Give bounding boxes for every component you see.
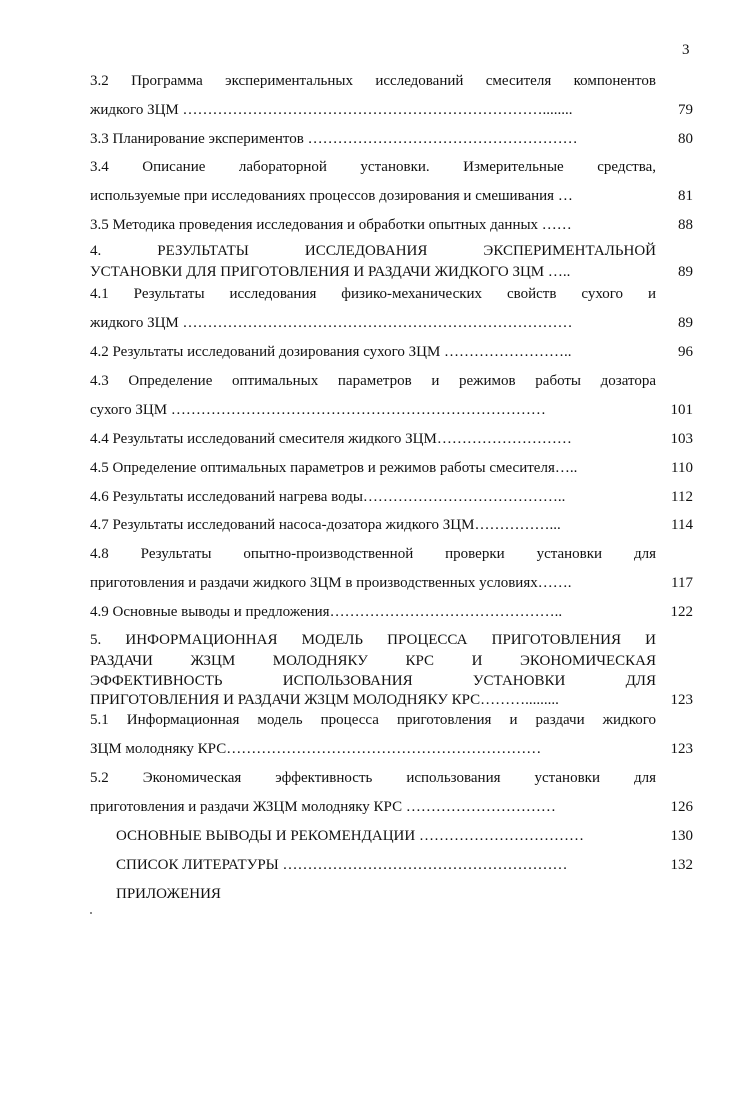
toc-chapter-4-line1: 4. РЕЗУЛЬТАТЫ ИССЛЕДОВАНИЯ ЭКСПЕРИМЕНТАЛЬНОЙ: [90, 243, 656, 259]
toc-chapter-4-line2: УСТАНОВКИ ДЛЯ ПРИГОТОВЛЕНИЯ И РАЗДАЧИ ЖИДКОГО ЗЦМ …..: [90, 264, 571, 280]
toc-entry-5-1-line1: 5.1 Информационная модель процесса приготовления и раздачи жидкого: [90, 712, 656, 728]
toc-entry-4-6-page: 112: [671, 489, 693, 505]
toc-chapter-5-line1: 5. ИНФОРМАЦИОННАЯ МОДЕЛЬ ПРОЦЕССА ПРИГОТОВЛЕНИЯ И: [90, 632, 656, 648]
toc-entry-4-3-line2: сухого ЗЦМ …………………………………………………………………: [90, 402, 546, 418]
toc-entry-4-4-line1: 4.4 Результаты исследований смесителя жидкого ЗЦМ………………………: [90, 431, 572, 447]
toc-entry-4-8-line1: 4.8 Результаты опытно-производственной проверки установки для: [90, 546, 656, 562]
toc-entry-3-5-page: 88: [678, 217, 693, 233]
toc-entry-4-7-page: 114: [671, 517, 693, 533]
page-number: 3: [682, 42, 690, 58]
toc-entry-5-1-page: 123: [670, 741, 693, 757]
toc-entry-4-1-line1: 4.1 Результаты исследования физико-механических свойств сухого и: [90, 286, 656, 302]
toc-entry-5-2-line2: приготовления и раздачи ЖЗЦМ молодняку КРС …………………………: [90, 799, 556, 815]
toc-entry-3-3-line1: 3.3 Планирование экспериментов ………………………………………………: [90, 131, 578, 147]
toc-entry-4-2-page: 96: [678, 344, 693, 360]
toc-entry-3-2-page: 79: [678, 102, 693, 118]
toc-entry-4-2-line1: 4.2 Результаты исследований дозирования сухого ЗЦМ ……………………..: [90, 344, 572, 360]
toc-entry-5-2-line1: 5.2 Экономическая эффективность использования установки для: [90, 770, 656, 786]
toc-chapter-4-page: 89: [678, 264, 693, 280]
toc-entry-4-6-line1: 4.6 Результаты исследований нагрева воды…………………………………..: [90, 489, 566, 505]
toc-entry-4-5-line1: 4.5 Определение оптимальных параметров и режимов работы смесителя…..: [90, 460, 578, 476]
toc-entry-3-4-page: 81: [678, 188, 693, 204]
toc-chapter-5-line2: РАЗДАЧИ ЖЗЦМ МОЛОДНЯКУ КРС И ЭКОНОМИЧЕСКАЯ: [90, 653, 656, 669]
toc-entry-3-4-line1: 3.4 Описание лабораторной установки. Измерительные средства,: [90, 159, 656, 175]
toc-conclusions-page: 130: [670, 828, 693, 844]
toc-entry-3-5-line1: 3.5 Методика проведения исследования и обработки опытных данных ……: [90, 217, 572, 233]
toc-entry-3-2-line2: жидкого ЗЦМ ………………………………………………………………........: [90, 102, 573, 118]
toc-entry-5-1-line2: ЗЦМ молодняку КРС………………………………………………………: [90, 741, 542, 757]
toc-entry-4-8-page: 117: [671, 575, 693, 591]
toc-references-line1: СПИСОК ЛИТЕРАТУРЫ …………………………………………………: [116, 857, 568, 873]
toc-chapter-5-page: 123: [670, 692, 693, 708]
toc-entry-4-4-page: 103: [670, 431, 693, 447]
toc-entry-4-5-page: 110: [671, 460, 693, 476]
toc-entry-4-1-line2: жидкого ЗЦМ ……………………………………………………………………: [90, 315, 573, 331]
toc-entry-4-7-line1: 4.7 Результаты исследований насоса-дозатора жидкого ЗЦМ……………...: [90, 517, 561, 533]
toc-appendices-line1: ПРИЛОЖЕНИЯ: [116, 886, 221, 902]
toc-entry-5-2-page: 126: [670, 799, 693, 815]
toc-conclusions-line1: ОСНОВНЫЕ ВЫВОДЫ И РЕКОМЕНДАЦИИ ……………………………: [116, 828, 584, 844]
toc-entry-3-3-page: 80: [678, 131, 693, 147]
toc-entry-3-2-line1: 3.2 Программа экспериментальных исследований смесителя компонентов: [90, 73, 656, 89]
toc-entry-4-8-line2: приготовления и раздачи жидкого ЗЦМ в производственных условиях…….: [90, 575, 572, 591]
toc-entry-4-3-line1: 4.3 Определение оптимальных параметров и режимов работы дозатора: [90, 373, 656, 389]
toc-entry-4-1-page: 89: [678, 315, 693, 331]
toc-entry-4-3-page: 101: [670, 402, 693, 418]
toc-entry-4-9-line1: 4.9 Основные выводы и предложения………………………………………..: [90, 604, 563, 620]
toc-entry-4-9-page: 122: [670, 604, 693, 620]
scan-speck: [90, 912, 92, 914]
toc-chapter-5-line4: ПРИГОТОВЛЕНИЯ И РАЗДАЧИ ЖЗЦМ МОЛОДНЯКУ КРС……….........: [90, 692, 559, 708]
toc-references-page: 132: [670, 857, 693, 873]
toc-chapter-5-line3: ЭФФЕКТИВНОСТЬ ИСПОЛЬЗОВАНИЯ УСТАНОВКИ ДЛЯ: [90, 673, 656, 689]
toc-entry-3-4-line2: используемые при исследованиях процессов дозирования и смешивания …: [90, 188, 573, 204]
